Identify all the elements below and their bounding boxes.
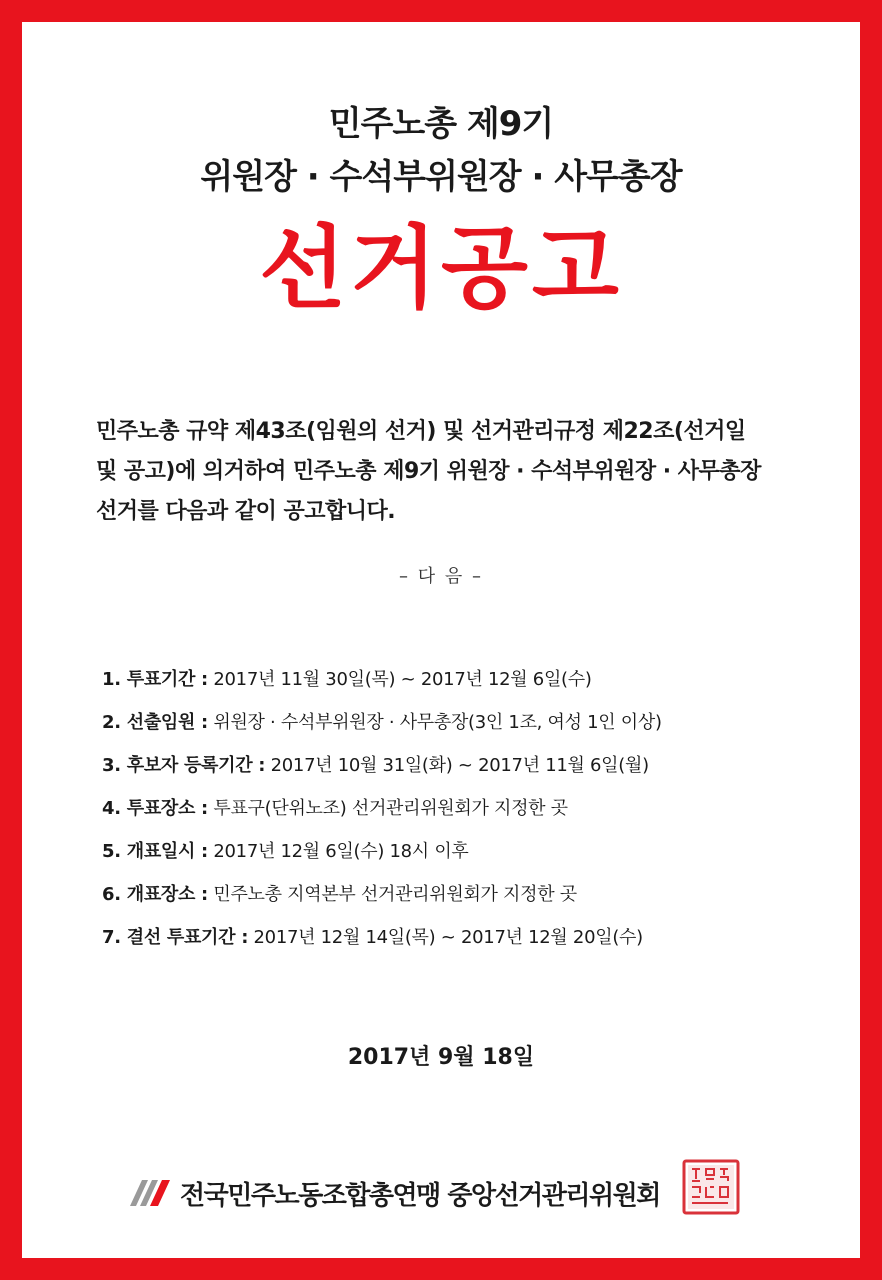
intro-line-3: 선거를 다음과 같이 공고합니다. [96, 499, 396, 524]
item-value: 2017년 12월 14일(목) ~ 2017년 12월 20일(수) [253, 927, 643, 948]
organization-name: 전국민주노동조합총연맹 중앙선거관리위원회 [180, 1180, 660, 1211]
notice-date: 2017년 9월 18일 [347, 1045, 535, 1070]
official-seal-icon [682, 1159, 740, 1215]
item-value: 민주노총 지역본부 선거관리위원회가 지정한 곳 [213, 884, 577, 905]
item-value: 2017년 11월 30일(목) ~ 2017년 12월 6일(수) [213, 669, 592, 690]
item-label: 2. 선출임원 : [102, 712, 208, 733]
list-item [102, 877, 842, 920]
list-item [102, 834, 842, 877]
list-item [102, 791, 842, 834]
kctu-logo-icon [128, 1176, 172, 1210]
list-item [102, 705, 842, 748]
footer [128, 1168, 748, 1218]
item-label: 6. 개표장소 : [102, 884, 208, 905]
item-label: 4. 투표장소 : [102, 798, 208, 819]
title-line-2: 위원장 · 수석부위원장 · 사무총장 [200, 157, 682, 197]
separator-heading: – 다 음 – [399, 566, 483, 587]
item-value: 2017년 12월 6일(수) 18시 이후 [213, 841, 469, 862]
main-title: 선거공고 [259, 216, 623, 321]
notice-paper [22, 22, 860, 1258]
item-label: 7. 결선 투표기간 : [102, 927, 249, 948]
title-line-1: 민주노총 제9기 [328, 104, 554, 144]
item-list [102, 662, 842, 963]
item-value: 위원장 · 수석부위원장 · 사무총장(3인 1조, 여성 1인 이상) [213, 712, 662, 733]
intro-line-2: 및 공고)에 의거하여 민주노총 제9기 위원장 · 수석부위원장 · 사무총장 [96, 459, 761, 484]
list-item [102, 748, 842, 791]
item-value: 투표구(단위노조) 선거관리위원회가 지정한 곳 [213, 798, 568, 819]
item-label: 1. 투표기간 : [102, 669, 208, 690]
item-label: 5. 개표일시 : [102, 841, 208, 862]
intro-line-1: 민주노총 규약 제43조(임원의 선거) 및 선거관리규정 제22조(선거일 [96, 419, 746, 444]
item-label: 3. 후보자 등록기간 : [102, 755, 266, 776]
list-item [102, 662, 842, 705]
intro-paragraph [96, 412, 816, 532]
item-value: 2017년 10월 31일(화) ~ 2017년 11월 6일(월) [270, 755, 649, 776]
list-item [102, 920, 842, 963]
